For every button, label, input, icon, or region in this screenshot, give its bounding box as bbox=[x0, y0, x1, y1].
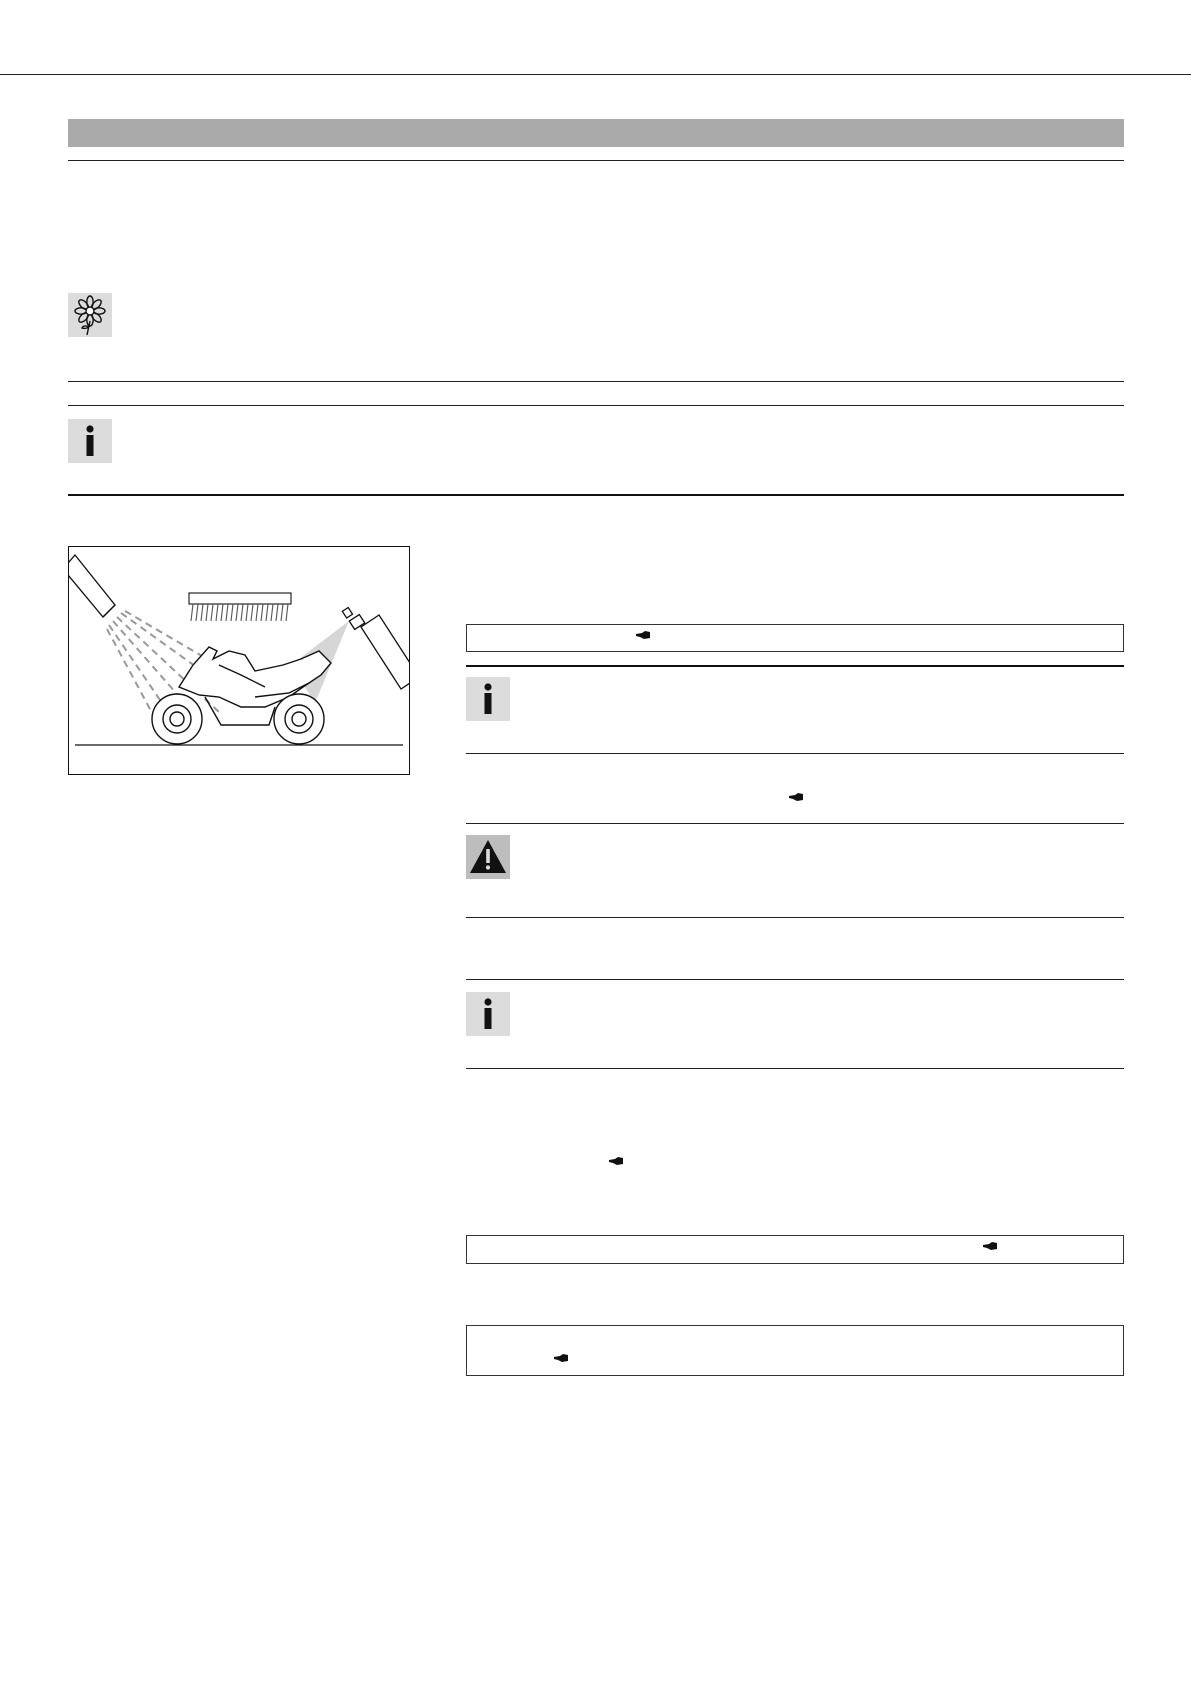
page-top-rule bbox=[0, 74, 1191, 75]
info-note-3-icon-box bbox=[466, 992, 510, 1036]
flower-icon bbox=[68, 293, 112, 337]
info-note-2-icon-box bbox=[466, 677, 510, 721]
environment-note-icon-box bbox=[68, 293, 112, 337]
warning-note-icon-box bbox=[466, 835, 510, 879]
environment-note-bottom-rule bbox=[68, 381, 1124, 382]
pointing-hand-icon bbox=[635, 630, 651, 640]
section-header-band bbox=[68, 119, 1124, 147]
pointing-hand-icon bbox=[608, 1156, 624, 1166]
info-note-2-top-rule bbox=[466, 665, 1124, 667]
info-icon bbox=[466, 992, 510, 1036]
warning-icon bbox=[466, 835, 510, 879]
info-note-icon-box bbox=[68, 419, 112, 463]
info-note-3-bottom-rule bbox=[466, 1068, 1124, 1069]
info-note-top-rule bbox=[68, 405, 1124, 406]
reference-box-1 bbox=[466, 624, 1124, 652]
washing-figure bbox=[68, 546, 410, 775]
info-note-2-bottom-rule bbox=[466, 753, 1124, 754]
spray-can-icon bbox=[342, 607, 409, 689]
info-note-bottom-rule bbox=[68, 494, 1124, 496]
reference-box-2 bbox=[466, 1235, 1124, 1264]
info-note-3-top-rule bbox=[466, 979, 1124, 980]
pointing-hand-icon bbox=[553, 1353, 569, 1363]
pointing-hand-icon bbox=[788, 792, 804, 802]
atv-washing-illustration bbox=[69, 547, 409, 774]
warning-note-bottom-rule bbox=[466, 917, 1124, 918]
hose-nozzle-icon bbox=[69, 555, 115, 617]
info-icon bbox=[68, 419, 112, 463]
pointing-hand-icon bbox=[982, 1241, 998, 1251]
atv-icon bbox=[152, 647, 331, 744]
info-icon bbox=[466, 677, 510, 721]
warning-note-top-rule bbox=[466, 823, 1124, 824]
reference-box-3 bbox=[466, 1325, 1124, 1376]
section-header-underline bbox=[68, 160, 1124, 161]
brush-icon bbox=[189, 593, 291, 621]
